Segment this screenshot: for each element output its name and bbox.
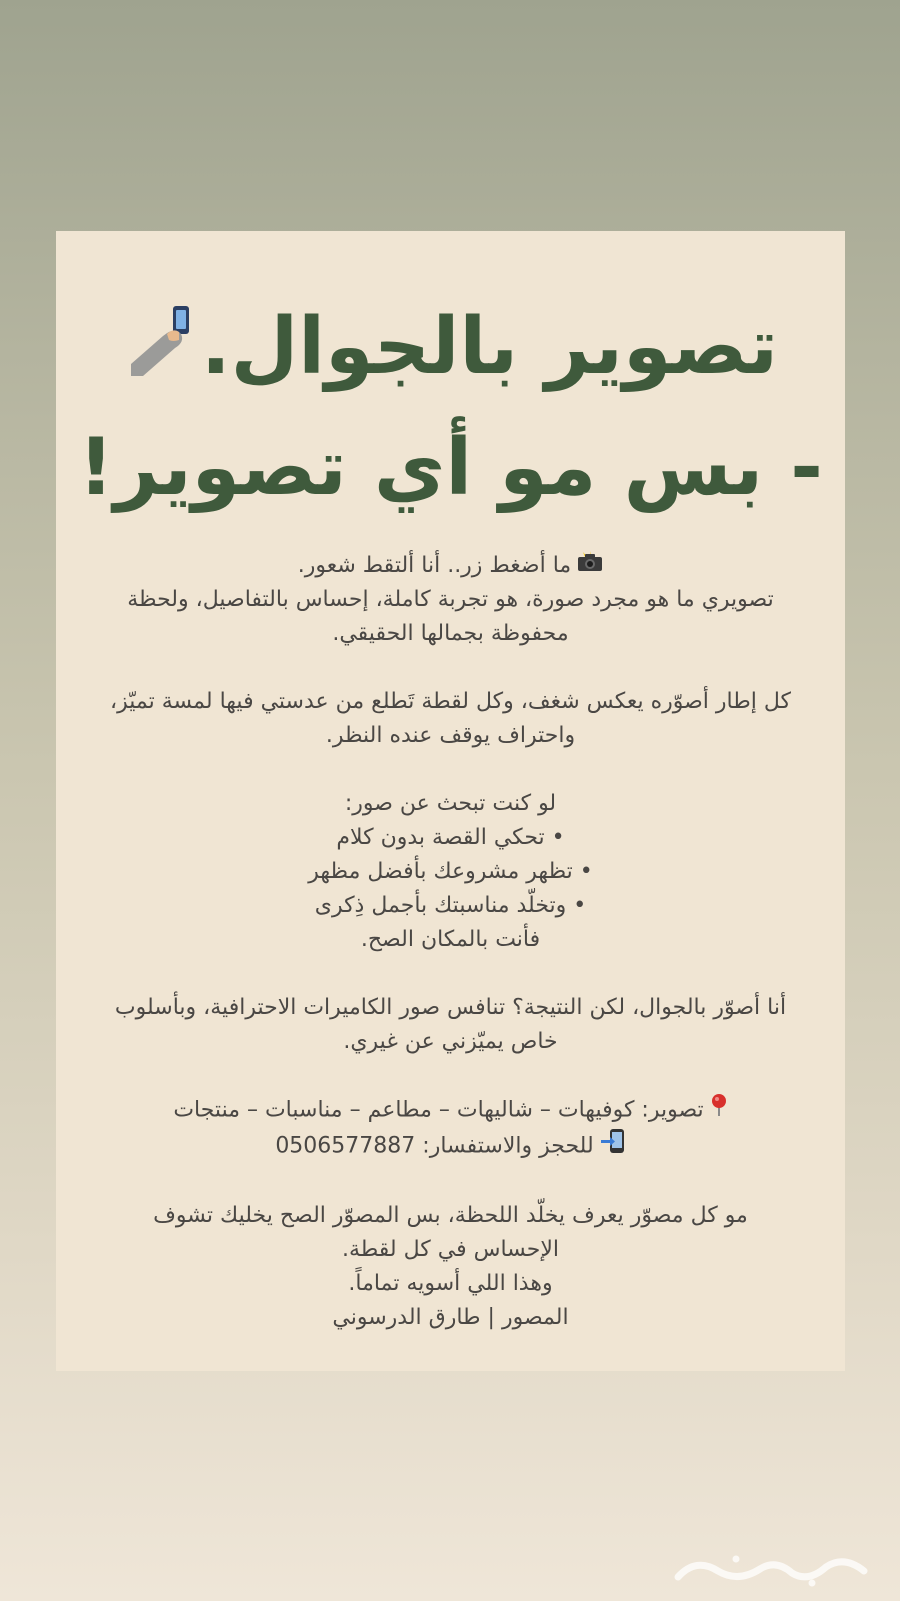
looking-for-conclusion: فأنت بالمكان الصح.: [360, 927, 541, 952]
camera-flash-icon: [577, 549, 603, 583]
bullet-item: • وتخلّد مناسبتك بأجمل ذِكرى: [314, 893, 587, 918]
post-title: [56, 289, 845, 526]
title-line-1: تصوير بالجوال.: [56, 289, 845, 410]
mobile-line-2: خاص يميّزني عن غيري.: [343, 1029, 558, 1054]
photographer-signature: المصور | طارق الدرسوني: [332, 1305, 569, 1330]
paragraph-looking-for: [92, 787, 809, 957]
passion-line-2: واحتراف يوقف عنده النظر.: [325, 723, 576, 748]
contact-line: [92, 1128, 809, 1165]
post-body: [92, 549, 809, 1335]
closing-line-3: وهذا اللي أسويه تماماً.: [348, 1271, 553, 1296]
paragraph-passion: [92, 685, 809, 753]
mobile-line-1: أنا أصوّر بالجوال، لكن النتيجة؟ تنافس صور الكاميرات الاحترافية، وبأسلوب: [114, 995, 787, 1020]
title-line-2: - بس مو أي تصوير!: [78, 422, 823, 513]
closing-line-1: مو كل مصوّر يعرف يخلّد اللحظة، بس المصوّر الصح يخليك تشوف: [153, 1203, 748, 1228]
paragraph-services: [92, 1093, 809, 1165]
bullet-item: • تظهر مشروعك بأفضل مظهر: [308, 859, 593, 884]
round-pushpin-icon: [710, 1093, 728, 1128]
mobile-arrow-icon: [600, 1128, 626, 1165]
intro-line-3: محفوظة بجمالها الحقيقي.: [332, 621, 569, 646]
bullet-item: • تحكي القصة بدون كلام: [336, 825, 565, 850]
services-line: تصوير: كوفيهات – شاليهات – مطاعم – مناسبات – منتجات: [92, 1093, 809, 1128]
closing-line-2: الإحساس في كل لقطة.: [341, 1237, 560, 1262]
looking-for-heading: لو كنت تبحث عن صور:: [344, 791, 557, 816]
paragraph-intro: [92, 549, 809, 651]
passion-line-1: كل إطار أصوّره يعكس شغف، وكل لقطة تَطلع من عدستي فيها لمسة تميّز،: [110, 689, 791, 714]
selfie-hand-icon: [129, 294, 195, 410]
haraj-watermark-logo: [672, 1547, 872, 1587]
intro-line-1: ما أضغط زر.. أنا ألتقط شعور.: [92, 549, 809, 583]
paragraph-closing: [92, 1199, 809, 1335]
contact-text[interactable]: للحجز والاستفسار: 0506577887: [275, 1133, 594, 1159]
intro-line-2: تصويري ما هو مجرد صورة، هو تجربة كاملة، إحساس بالتفاصيل، ولحظة: [127, 587, 774, 612]
post-card: [56, 231, 845, 1371]
paragraph-mobile: [92, 991, 809, 1059]
